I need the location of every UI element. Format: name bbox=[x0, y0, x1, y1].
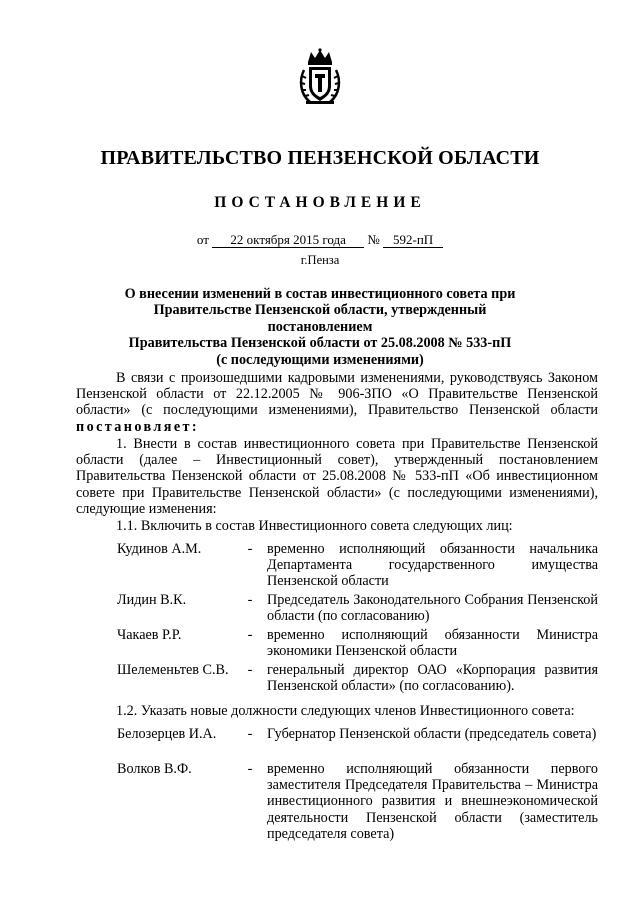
item-1-2-heading: 1.2. Указать новые должности следующих членов Инвестиционного совета: bbox=[116, 703, 575, 719]
item-1-1-heading: 1.1. Включить в состав Инвестиционного совета следующих лиц: bbox=[116, 518, 513, 534]
person-position: генеральный директор ОАО «Корпорация развития Пензенской области» (по согласованию). bbox=[267, 662, 598, 695]
person-position: временно исполняющий обязанности первого заместителя Председателя Правительства – Министра инвестиционного развития и внешнеэкономической деятельности Пензенской области (заместитель председателя совета) bbox=[267, 761, 598, 842]
dash: - bbox=[247, 541, 253, 557]
dash: - bbox=[247, 627, 253, 643]
person-name: Белозерцев И.А. bbox=[117, 726, 217, 742]
person-name: Шелеменьтев С.В. bbox=[117, 662, 229, 678]
person-name: Волков В.Ф. bbox=[117, 761, 192, 777]
person-name: Кудинов А.М. bbox=[117, 541, 202, 557]
subject-line: Правительства Пензенской области от 25.08.2008 № 533-пП bbox=[128, 335, 512, 352]
subject-line: (с последующими изменениями) bbox=[216, 351, 424, 368]
preamble-text: В связи с произошедшими кадровыми изменениями, руководствуясь Законом Пензенской области от 22.12.2005 № 906-ЗПО «О Правительстве Пензенской области» (с последующими изменениями), Правительство Пензенской области bbox=[76, 370, 598, 419]
government-title: ПРАВИТЕЛЬСТВО ПЕНЗЕНСКОЙ ОБЛАСТИ bbox=[100, 147, 540, 169]
date-number-line bbox=[0, 232, 640, 248]
person-name: Чакаев Р.Р. bbox=[117, 627, 182, 643]
person-name: Лидин В.К. bbox=[117, 592, 187, 608]
city: г.Пенза bbox=[300, 253, 340, 267]
paragraph-preamble bbox=[76, 370, 598, 435]
person-position: временно исполняющий обязанности начальника Департамента государственного имущества Пензенской области bbox=[267, 541, 598, 590]
person-position: Председатель Законодательного Собрания Пензенской области (по согласованию) bbox=[267, 592, 598, 625]
document-subject bbox=[100, 286, 540, 368]
dash: - bbox=[247, 726, 253, 742]
subject-line: Правительстве Пензенской области, утвержденный постановлением bbox=[153, 302, 487, 335]
document-type: ПОСТАНОВЛЕНИЕ bbox=[214, 194, 426, 211]
date-prefix: от bbox=[196, 232, 209, 247]
coat-of-arms-emblem bbox=[298, 48, 342, 106]
subject-line: О внесении изменений в состав инвестиционного совета при bbox=[124, 286, 516, 302]
paragraph-item-1 bbox=[76, 436, 598, 517]
dash: - bbox=[247, 592, 253, 608]
person-position: Губернатор Пензенской области (председатель совета) bbox=[267, 726, 597, 742]
dash: - bbox=[247, 662, 253, 678]
item-1-text: 1. Внести в состав инвестиционного совета при Правительстве Пензенской области (далее – Инвестиционный совет), утвержденный постановлением Правительства Пензенской области от 25.08.2008 № 533-пП «Об инвестиционном совете при Правительстве Пензенской области» (с последующими изменениями), следующие изменения: bbox=[76, 436, 598, 517]
number-prefix: № bbox=[367, 232, 380, 247]
person-position: временно исполняющий обязанности Министра экономики Пензенской области bbox=[267, 627, 598, 660]
decree-word: постановляет: bbox=[76, 418, 200, 435]
dash: - bbox=[247, 761, 253, 777]
document-number: 592-пП bbox=[383, 233, 443, 248]
document-date: 22 октября 2015 года bbox=[212, 233, 364, 248]
